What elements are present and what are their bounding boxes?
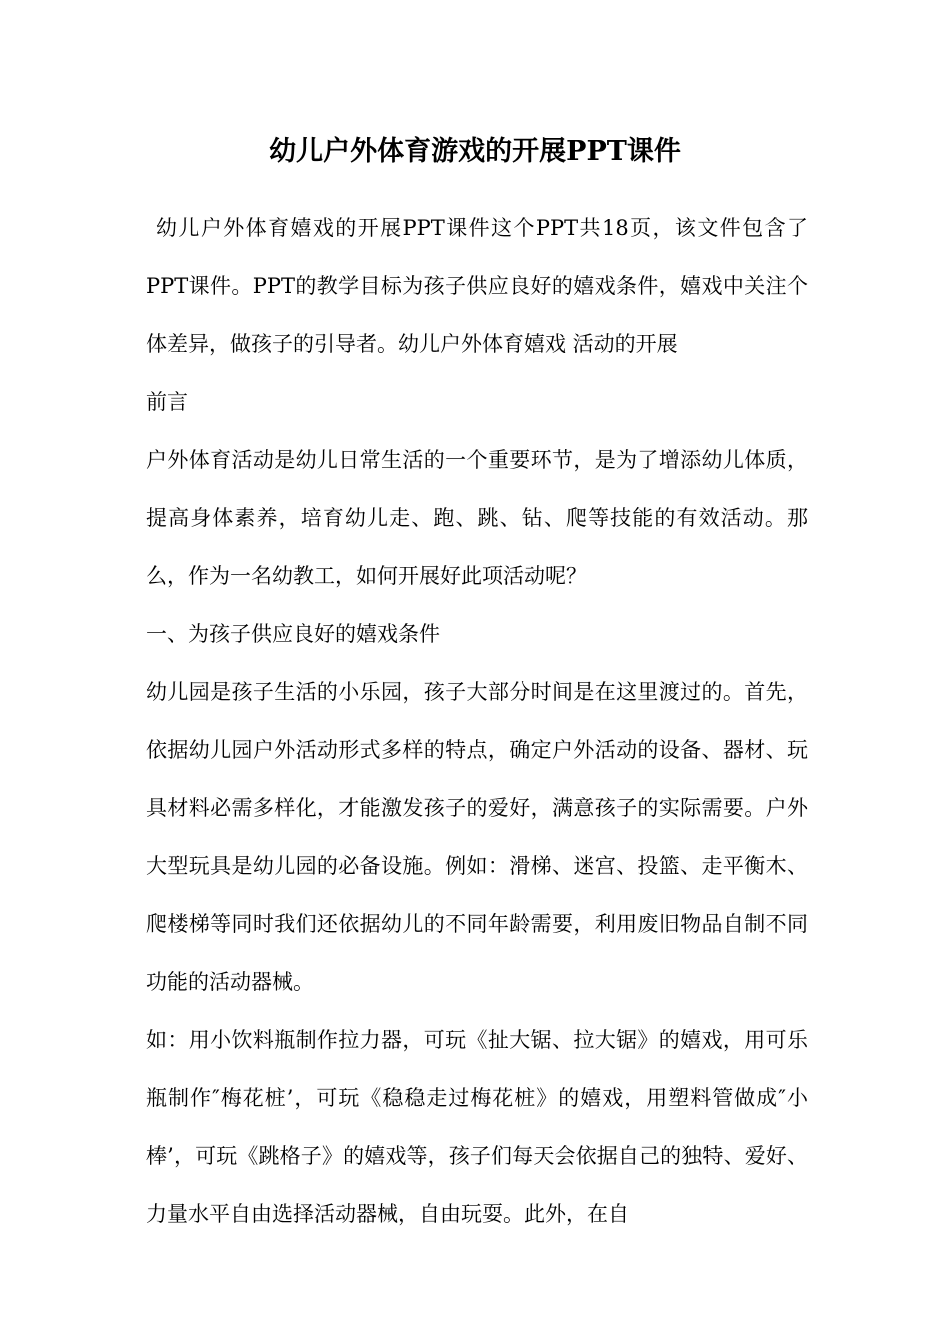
preface-paragraph: 户外体育活动是幼儿日常生活的一个重要环节，是为了增添幼儿体质，提高身体素养，培育幼儿走、跑、跳、钻、爬等技能的有效活动。那么，作为一名幼教工，如何开展好此项活动呢？ xyxy=(146,448,808,588)
document-title: 幼儿户外体育游戏的开展PPT课件 xyxy=(269,136,681,167)
section-heading: 一、为孩子供应良好的嬉戏条件 xyxy=(146,622,440,646)
document-body xyxy=(146,199,808,1243)
preface-heading: 前言 xyxy=(146,390,188,414)
section-paragraph: 幼儿园是孩子生活的小乐园，孩子大部分时间是在这里渡过的。首先，依据幼儿园户外活动形式多样的特点，确定户外活动的设备、器材、玩具材料必需多样化，才能激发孩子的爱好，满意孩子的实际需要。户外大型玩具是幼儿园的必备设施。例如：滑梯、迷宫、投篮、走平衡木、爬楼梯等同时我们还依据幼儿的不同年龄需要，利用废旧物品自制不同功能的活动器械。 xyxy=(146,680,808,994)
section-paragraph: 如：用小饮料瓶制作拉力器，可玩《扯大锯、拉大锯》的嬉戏，用可乐瓶制作″梅花桩’，可玩《稳稳走过梅花桩》的嬉戏，用塑料管做成″小棒’，可玩《跳格子》的嬉戏等，孩子们每天会依据自己的独特、爱好、力量水平自由选择活动器械，自由玩耍。此外，在自 xyxy=(146,1028,808,1226)
intro-paragraph: 幼儿户外体育嬉戏的开展PPT课件这个PPT共18页，该文件包含了PPT课件。PPT的教学目标为孩子供应良好的嬉戏条件，嬉戏中关注个体差异，做孩子的引导者。幼儿户外体育嬉戏 活动的开展 xyxy=(146,216,808,356)
